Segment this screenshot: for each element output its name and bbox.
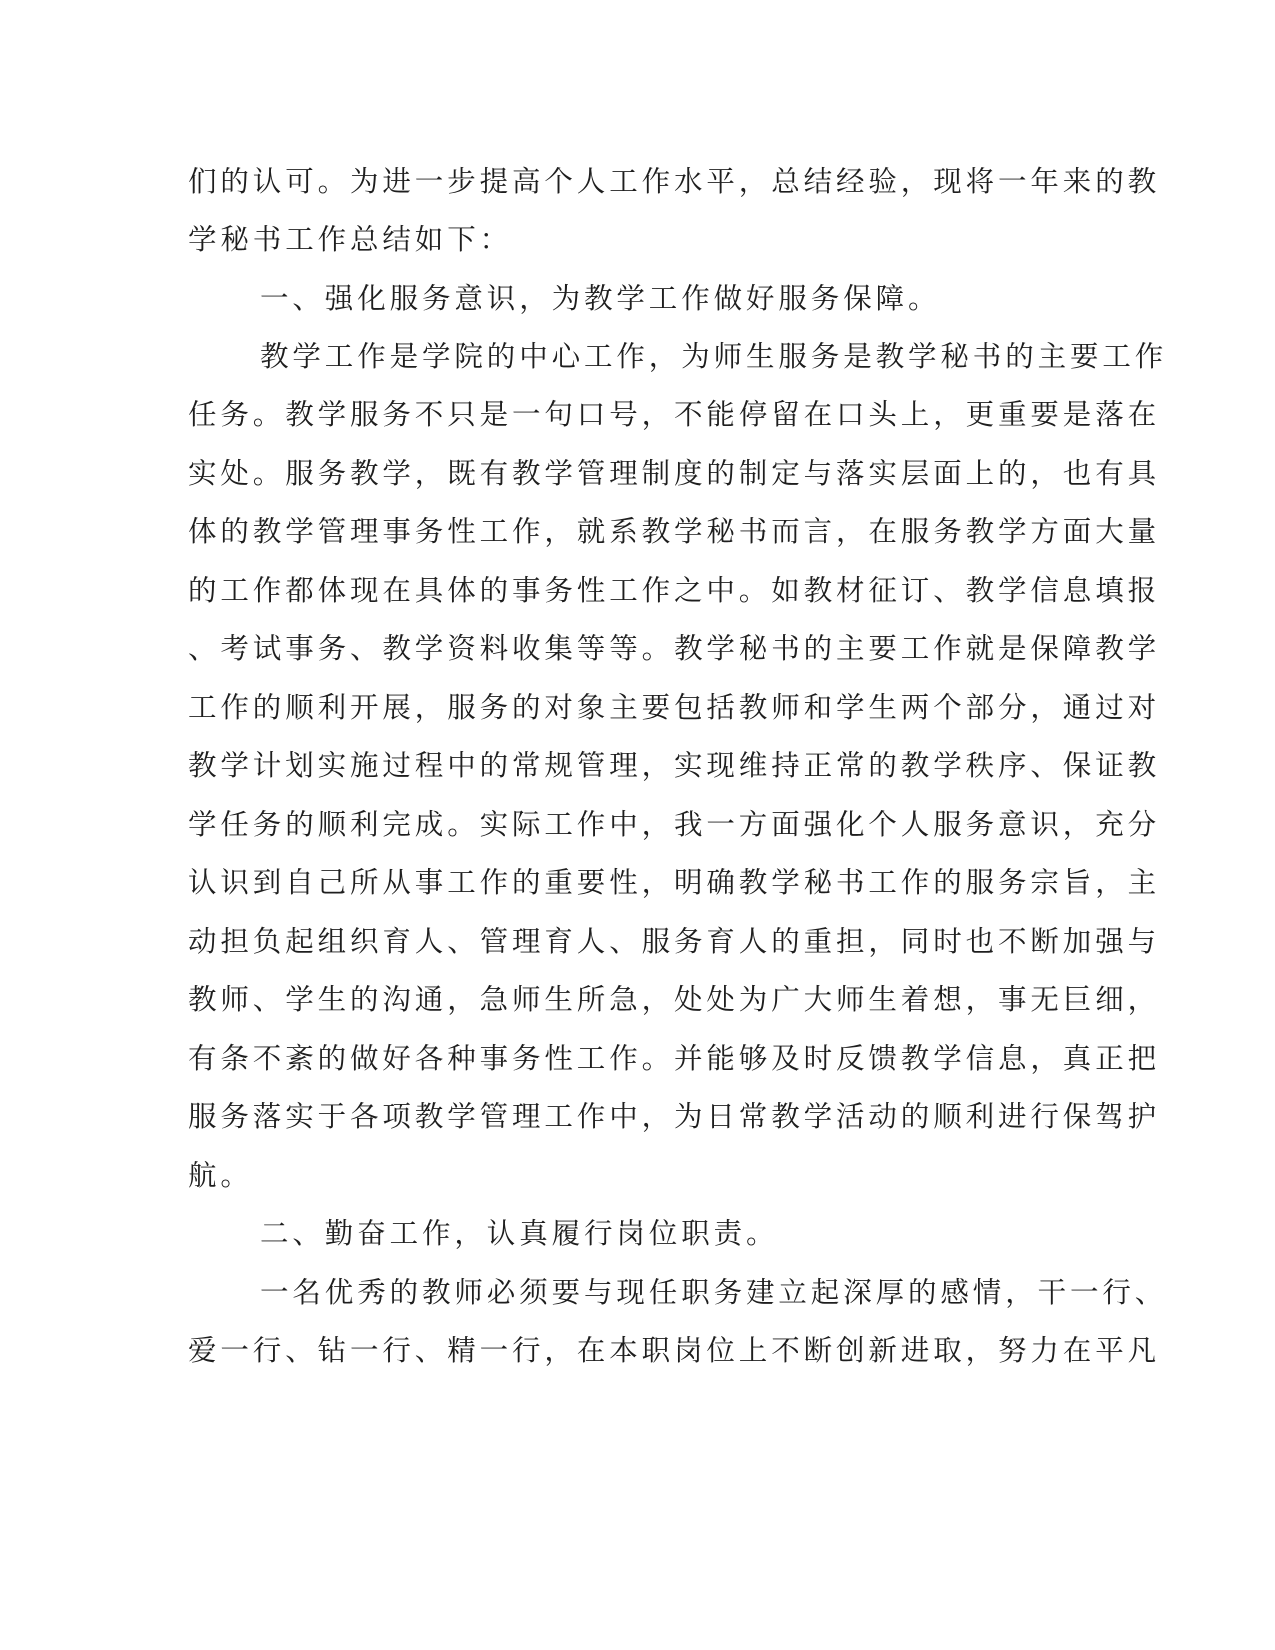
text-line-5: 任务。教学服务不只是一句口号，不能停留在口头上，更重要是落在 — [188, 398, 1161, 431]
text-line-13: 认识到自己所从事工作的重要性，明确教学秘书工作的服务宗旨，主 — [188, 866, 1161, 899]
text-line-21: 爱一行、钻一行、精一行，在本职岗位上不断创新进取，努力在平凡 — [188, 1334, 1161, 1367]
section-heading-1: 一、强化服务意识，为教学工作做好服务保障。 — [260, 282, 941, 315]
text-line-6: 实处。服务教学，既有教学管理制度的制定与落实层面上的，也有具 — [188, 457, 1161, 490]
text-line-11: 教学计划实施过程中的常规管理，实现维持正常的教学秩序、保证教 — [188, 749, 1161, 782]
text-line-17: 服务落实于各项教学管理工作中，为日常教学活动的顺利进行保驾护 — [188, 1100, 1161, 1133]
text-line-20: 一名优秀的教师必须要与现任职务建立起深厚的感情，干一行、 — [260, 1276, 1168, 1309]
text-line-16: 有条不紊的做好各种事务性工作。并能够及时反馈教学信息，真正把 — [188, 1042, 1161, 1075]
text-line-7: 体的教学管理事务性工作，就系教学秘书而言，在服务教学方面大量 — [188, 515, 1161, 548]
text-line-1: 们的认可。为进一步提高个人工作水平，总结经验，现将一年来的教 — [188, 165, 1161, 198]
section-heading-2: 二、勤奋工作，认真履行岗位职责。 — [260, 1217, 779, 1250]
text-line-2: 学秘书工作总结如下： — [188, 223, 513, 256]
text-line-8: 的工作都体现在具体的事务性工作之中。如教材征订、教学信息填报 — [188, 574, 1161, 607]
text-line-15: 教师、学生的沟通，急师生所急，处处为广大师生着想，事无巨细， — [188, 983, 1161, 1016]
text-line-12: 学任务的顺利完成。实际工作中，我一方面强化个人服务意识，充分 — [188, 808, 1161, 841]
text-line-14: 动担负起组织育人、管理育人、服务育人的重担，同时也不断加强与 — [188, 925, 1161, 958]
text-line-4: 教学工作是学院的中心工作，为师生服务是教学秘书的主要工作 — [260, 340, 1168, 373]
text-line-9: 、考试事务、教学资料收集等等。教学秘书的主要工作就是保障教学 — [188, 632, 1161, 665]
text-line-18: 航。 — [188, 1159, 253, 1192]
text-line-10: 工作的顺利开展，服务的对象主要包括教师和学生两个部分，通过对 — [188, 691, 1161, 724]
